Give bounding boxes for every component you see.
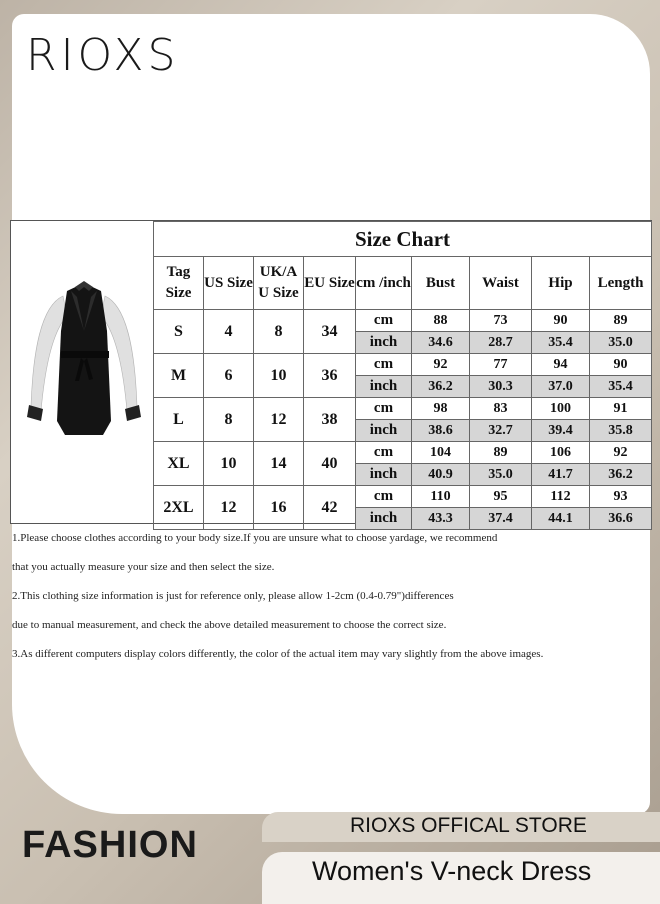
unit-cm-cell: cm bbox=[356, 354, 412, 376]
brand-logo: RIOXS bbox=[26, 30, 180, 81]
eu-size-cell: 40 bbox=[304, 442, 356, 486]
length-inch-cell: 35.0 bbox=[590, 332, 652, 354]
unit-inch-cell: inch bbox=[356, 464, 412, 486]
hip-cm-cell: 94 bbox=[532, 354, 590, 376]
fashion-label: FASHION bbox=[22, 824, 198, 866]
length-inch-cell: 36.2 bbox=[590, 464, 652, 486]
col-header-waist: Waist bbox=[470, 257, 532, 310]
us-size-cell: 6 bbox=[204, 354, 254, 398]
waist-cm-cell: 77 bbox=[470, 354, 532, 376]
length-inch-cell: 35.8 bbox=[590, 420, 652, 442]
length-cm-cell: 91 bbox=[590, 398, 652, 420]
table-row bbox=[154, 398, 652, 420]
bust-cm-cell: 92 bbox=[412, 354, 470, 376]
bust-inch-cell: 36.2 bbox=[412, 376, 470, 398]
length-inch-cell: 35.4 bbox=[590, 376, 652, 398]
bust-inch-cell: 34.6 bbox=[412, 332, 470, 354]
tag-size-cell: 2XL bbox=[154, 486, 204, 530]
hip-inch-cell: 37.0 bbox=[532, 376, 590, 398]
hip-inch-cell: 44.1 bbox=[532, 508, 590, 530]
product-banner bbox=[262, 852, 660, 904]
hip-cm-cell: 112 bbox=[532, 486, 590, 508]
col-header-hip: Hip bbox=[532, 257, 590, 310]
eu-size-cell: 36 bbox=[304, 354, 356, 398]
hip-cm-cell: 90 bbox=[532, 310, 590, 332]
unit-inch-cell: inch bbox=[356, 420, 412, 442]
col-header-unit: cm /inch bbox=[356, 257, 412, 310]
size-chart-table bbox=[153, 221, 652, 530]
length-inch-cell: 36.6 bbox=[590, 508, 652, 530]
uk-size-cell: 16 bbox=[254, 486, 304, 530]
table-row bbox=[154, 354, 652, 376]
size-chart-title: Size Chart bbox=[154, 222, 652, 257]
col-header-bust: Bust bbox=[412, 257, 470, 310]
unit-cm-cell: cm bbox=[356, 398, 412, 420]
waist-inch-cell: 35.0 bbox=[470, 464, 532, 486]
bust-cm-cell: 110 bbox=[412, 486, 470, 508]
table-row bbox=[154, 310, 652, 332]
size-notes bbox=[12, 528, 632, 673]
waist-inch-cell: 30.3 bbox=[470, 376, 532, 398]
length-cm-cell: 92 bbox=[590, 442, 652, 464]
col-header-length: Length bbox=[590, 257, 652, 310]
bust-inch-cell: 38.6 bbox=[412, 420, 470, 442]
uk-size-cell: 12 bbox=[254, 398, 304, 442]
tag-size-cell: M bbox=[154, 354, 204, 398]
waist-cm-cell: 95 bbox=[470, 486, 532, 508]
bust-cm-cell: 98 bbox=[412, 398, 470, 420]
tag-size-cell: S bbox=[154, 310, 204, 354]
note-line: 2.This clothing size information is just for reference only, please allow 1-2cm (0.4-0.79")differences bbox=[12, 590, 454, 602]
eu-size-cell: 34 bbox=[304, 310, 356, 354]
unit-inch-cell: inch bbox=[356, 332, 412, 354]
eu-size-cell: 38 bbox=[304, 398, 356, 442]
waist-inch-cell: 28.7 bbox=[470, 332, 532, 354]
waist-cm-cell: 83 bbox=[470, 398, 532, 420]
col-header-uk-au-size: UK/A U Size bbox=[254, 257, 304, 310]
size-chart-container bbox=[10, 220, 652, 524]
col-header-tag-size: Tag Size bbox=[154, 257, 204, 310]
hip-inch-cell: 35.4 bbox=[532, 332, 590, 354]
bust-inch-cell: 40.9 bbox=[412, 464, 470, 486]
col-header-us-size: US Size bbox=[204, 257, 254, 310]
product-image bbox=[11, 221, 154, 523]
uk-size-cell: 10 bbox=[254, 354, 304, 398]
waist-inch-cell: 37.4 bbox=[470, 508, 532, 530]
us-size-cell: 4 bbox=[204, 310, 254, 354]
uk-size-cell: 14 bbox=[254, 442, 304, 486]
length-cm-cell: 93 bbox=[590, 486, 652, 508]
header-row bbox=[154, 257, 652, 310]
table-row bbox=[154, 486, 652, 508]
unit-cm-cell: cm bbox=[356, 442, 412, 464]
hip-inch-cell: 39.4 bbox=[532, 420, 590, 442]
unit-cm-cell: cm bbox=[356, 486, 412, 508]
length-cm-cell: 90 bbox=[590, 354, 652, 376]
hip-cm-cell: 106 bbox=[532, 442, 590, 464]
length-cm-cell: 89 bbox=[590, 310, 652, 332]
note-line: that you actually measure your size and then select the size. bbox=[12, 561, 275, 573]
note-line: 3.As different computers display colors differently, the color of the actual item may vary slightly from the above images. bbox=[12, 648, 544, 660]
table-row bbox=[154, 442, 652, 464]
tag-size-cell: L bbox=[154, 398, 204, 442]
hip-cm-cell: 100 bbox=[532, 398, 590, 420]
col-header-eu-size: EU Size bbox=[304, 257, 356, 310]
unit-cm-cell: cm bbox=[356, 310, 412, 332]
product-name: Women's V-neck Dress bbox=[312, 856, 592, 886]
eu-size-cell: 42 bbox=[304, 486, 356, 530]
hip-inch-cell: 41.7 bbox=[532, 464, 590, 486]
unit-inch-cell: inch bbox=[356, 376, 412, 398]
tag-size-cell: XL bbox=[154, 442, 204, 486]
note-line: 1.Please choose clothes according to your body size.If you are unsure what to choose yardage, we recommend bbox=[12, 532, 498, 544]
bust-cm-cell: 88 bbox=[412, 310, 470, 332]
us-size-cell: 10 bbox=[204, 442, 254, 486]
store-name: RIOXS OFFICAL STORE bbox=[350, 814, 587, 837]
bust-inch-cell: 43.3 bbox=[412, 508, 470, 530]
waist-inch-cell: 32.7 bbox=[470, 420, 532, 442]
waist-cm-cell: 73 bbox=[470, 310, 532, 332]
uk-size-cell: 8 bbox=[254, 310, 304, 354]
note-line: due to manual measurement, and check the above detailed measurement to choose the correct size. bbox=[12, 619, 447, 631]
waist-cm-cell: 89 bbox=[470, 442, 532, 464]
unit-inch-cell: inch bbox=[356, 508, 412, 530]
us-size-cell: 8 bbox=[204, 398, 254, 442]
us-size-cell: 12 bbox=[204, 486, 254, 530]
bust-cm-cell: 104 bbox=[412, 442, 470, 464]
